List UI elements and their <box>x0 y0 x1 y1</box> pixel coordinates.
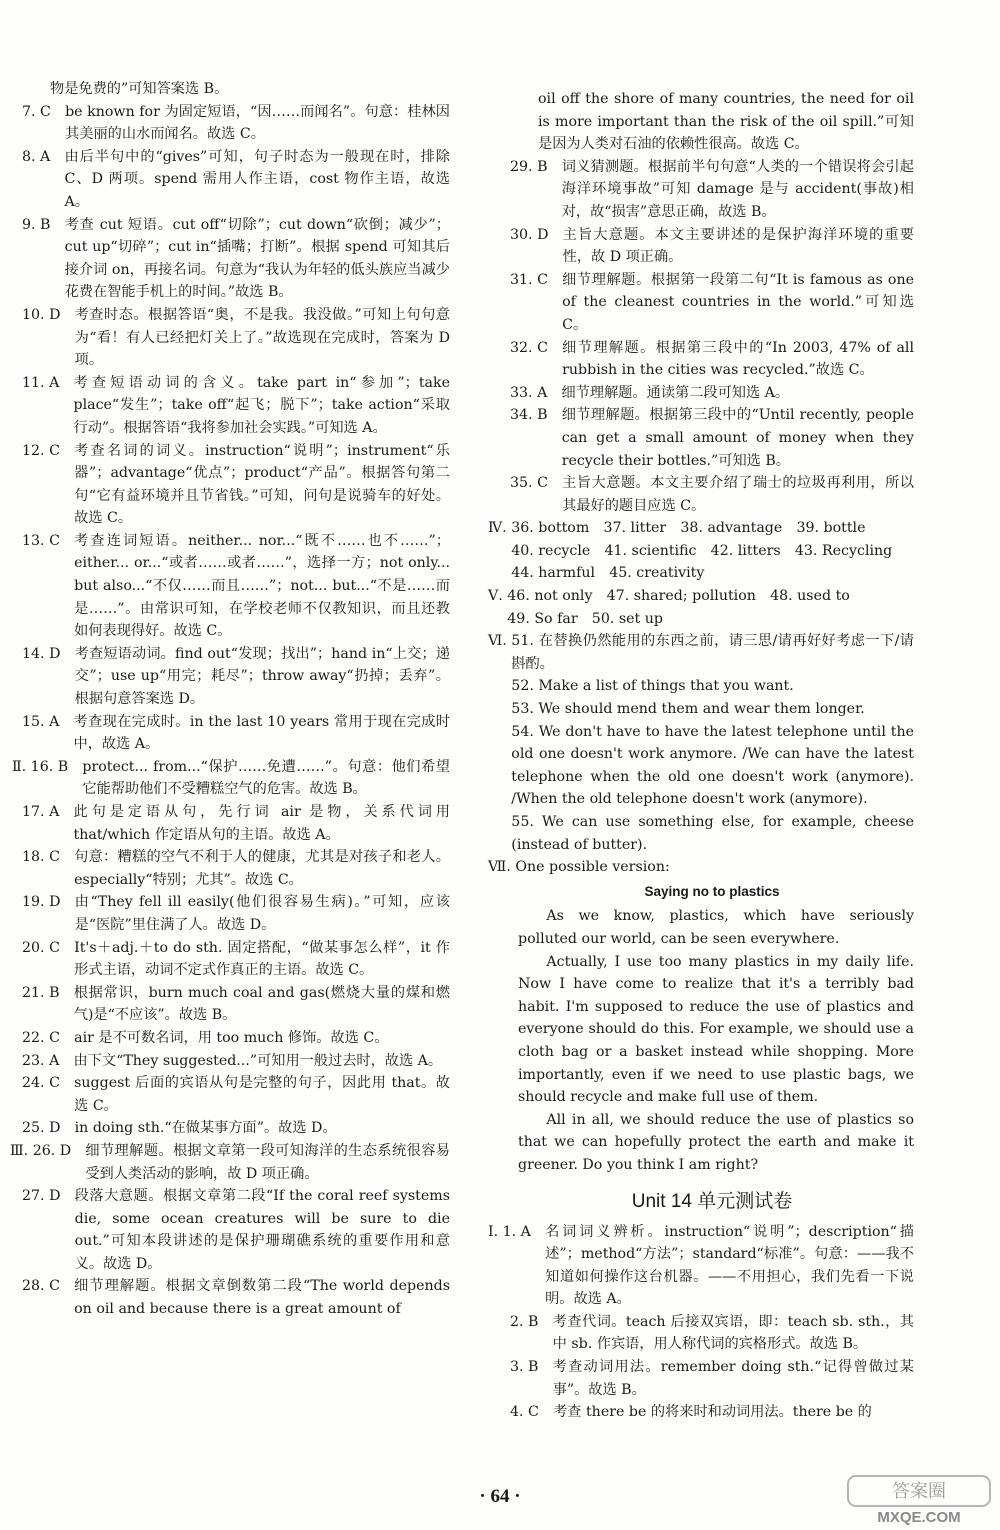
answer-text: 名词词义辨析。instruction“说明”；description“描述”；method“方法”；standard“标准”。句意：——我不知道如何操作这台机器。——不用担心，我们先看一下说明。故选 A。 <box>545 1223 914 1308</box>
answer-8 <box>22 146 450 214</box>
answer-label: 15. A <box>22 713 74 730</box>
answer-text: in doing sth.“在做某事方面”。故选 D。 <box>74 1120 337 1137</box>
answer-label: 33. A <box>510 384 562 401</box>
answer-label: 2. B <box>510 1313 553 1330</box>
answer-label: Ⅰ. 1. A <box>488 1223 546 1240</box>
answer-text: 由下文“They suggested...”可知用一般过去时，故选 A。 <box>73 1052 443 1069</box>
answer-14 <box>22 643 450 711</box>
answer-text: 考查动词用法。remember doing sth.“记得曾做过某事”。故选 B。 <box>552 1359 914 1398</box>
answer-29 <box>510 156 914 224</box>
answer-32 <box>510 337 914 382</box>
answer-text: be known for 为固定短语，“因……而闻名”。句意：桂林因其美丽的山水而闻名。故选 C。 <box>65 103 450 143</box>
answer-continuation: oil off the shore of many countries, the need for oil is more important than the risk of the oil spill.”可知是因为人类对石油的依赖性很高。故选 C。 <box>538 91 914 153</box>
answer-18 <box>22 846 450 891</box>
answer-23 <box>22 1050 450 1073</box>
answer-label: 21. B <box>22 984 74 1001</box>
answer-text: 词义猜测题。根据前半句句意“人类的一个错误将会引起海洋环境事故”可知 damage 是与 accident(事故)相对，故“损害”意思正确，故选 B。 <box>561 158 914 220</box>
answer-17 <box>22 801 450 846</box>
answer-27 <box>22 1185 450 1275</box>
answer-label: 14. D <box>22 645 75 662</box>
answer-text: 段落大意题。根据文章第二段“If the coral reef systems die, some ocean creatures will be sure to die out.”可知本段讲述的是保护珊瑚礁系统的重要作用和意义。故选 D。 <box>74 1188 450 1272</box>
answer-label: 7. C <box>22 103 66 120</box>
answer-30 <box>510 224 914 269</box>
answer-label: 28. C <box>22 1278 75 1295</box>
answer-label: 30. D <box>510 226 563 243</box>
answer-label: 8. A <box>22 148 65 165</box>
left-column <box>10 78 450 1321</box>
answer-label: Ⅱ. 16. B <box>12 758 83 775</box>
answer-label: 22. C <box>22 1029 75 1046</box>
answer-31 <box>510 269 914 337</box>
answer-28 <box>22 1275 450 1320</box>
answer-label: 24. C <box>22 1075 75 1092</box>
answer-text: 考查时态。根据答语“奥，不是我。我没做。”可知上句句意为“看！有人已经把灯关上了。”故选现在完成时，答案为 D 项。 <box>74 306 450 369</box>
section-label: Ⅴ. <box>488 588 508 605</box>
watermark-glyph: 答案圈 <box>892 1481 946 1502</box>
answer-text: 考查现在完成时。in the last 10 years 常用于现在完成时中，故选 A。 <box>73 713 450 753</box>
answer-text: air 是不可数名词，用 too much 修饰。故选 C。 <box>74 1029 389 1046</box>
answer-label: 29. B <box>510 158 562 175</box>
answer-11 <box>22 372 450 440</box>
answer-text: 考查 there be 的将来时和动词用法。there be 的 <box>553 1404 872 1421</box>
answer-label: 31. C <box>510 271 563 288</box>
answer-label: 23. A <box>22 1052 74 1069</box>
answer-label: 25. D <box>22 1120 75 1137</box>
section-vi <box>488 630 914 856</box>
answer-text: 主旨大意题。本文主要介绍了瑞士的垃圾再利用，所以其最好的题目应选 C。 <box>562 475 914 514</box>
answer-label: 17. A <box>22 804 74 820</box>
section-v <box>488 585 914 630</box>
answer-label: 9. B <box>22 216 65 233</box>
answer-label: 27. D <box>22 1188 75 1205</box>
answer-7 <box>22 101 450 146</box>
answer-line: 55. We can use something else, for example, cheese (instead of butter). <box>511 814 914 853</box>
answer-label: 13. C <box>22 532 75 549</box>
answer-12 <box>22 440 450 530</box>
answer-label: 34. B <box>510 407 562 424</box>
section-label: Ⅶ. <box>488 859 516 876</box>
answer-label: 11. A <box>22 374 74 391</box>
answer-line: 44. harmful 45. creativity <box>511 565 705 582</box>
answer-text: 考查短语动词的含义。take part in“参加”；take place“发生”；take off“起飞；脱下”；take action“采取行动”。根据答语“我将参加社会实践。”可知选 A。 <box>73 374 450 436</box>
answer-label: 3. B <box>510 1359 553 1376</box>
answer-label: 12. C <box>22 442 75 459</box>
answer-line: 54. We don't have to have the latest telephone until the old one doesn't work anymore. /We can have the latest telephone when the old one doesn't work (anymore). /When the old telephone doesn't work (anymore). <box>511 723 914 808</box>
unit-answer-4 <box>510 1401 914 1424</box>
essay-paragraph: Actually, I use too many plastics in my daily life. Now I have come to realize that it's a terribly bad habit. I'm supposed to reduce the use of plastics and everyone should do this. For example, we should use a cloth bag or a basket instead while shopping. More importantly, even if we need to use plastic bags, we should recycle and make full use of them. <box>518 953 914 1106</box>
answer-16 <box>12 756 450 801</box>
answer-text: protect... from...“保护……免遭……”。句意：他们希望它能帮助他们不受糟糕空气的危害。故选 B。 <box>82 758 450 798</box>
essay-paragraph: As we know, plastics, which have seriously polluted our world, can be seen everywhere. <box>518 908 914 947</box>
answer-text: 细节理解题。根据文章倒数第二段“The world depends on oil and because there is a great amount of <box>74 1278 450 1318</box>
answer-label: 10. D <box>22 306 75 323</box>
answer-label: 4. C <box>510 1404 554 1421</box>
answer-text: 考查连词短语。neither... nor...“既不……也不……”；either... or...“或者……或者……”，选择一方；not only... but also...“不仅……而且……”；not... but...“不是……而是……”。由常识可知，在学校老师不仅教知识，而且还教如何表现得好。故选 C。 <box>74 532 450 640</box>
unit-title: Unit 14 单元测试卷 <box>631 1190 793 1212</box>
watermark-text: MXQE.COM <box>877 1509 961 1526</box>
answer-text: 细节理解题。根据第一段第二句“It is famous as one of the cleanest countries in the world.”可知选 C。 <box>562 271 914 333</box>
answer-line: 52. Make a list of things that you want. <box>511 678 794 695</box>
answer-label: 18. C <box>22 849 75 866</box>
right-column <box>488 88 914 1424</box>
answer-text: 考查代词。teach 后接双宾语，即：teach sb. sth.，其中 sb. 作宾语，用人称代词的宾格形式。故选 B。 <box>552 1313 914 1353</box>
answer-text: 细节理解题。根据文章第一段可知海洋的生态系统很容易受到人类活动的影响，故 D 项正确。 <box>85 1142 450 1182</box>
unit-answer-2 <box>510 1311 914 1356</box>
answer-label: 35. C <box>510 475 563 492</box>
essay-paragraph: All in all, we should reduce the use of plastics so that we can hopefully protect the earth and make it greener. Do you think I am right? <box>518 1111 914 1173</box>
answer-text: It's＋adj.＋to do sth. 固定搭配，“做某事怎么样”，it 作形式主语，动词不定式作真正的主语。故选 C。 <box>74 939 450 979</box>
watermark-logo <box>844 1474 994 1526</box>
answer-label: 20. C <box>22 939 75 956</box>
answer-label: 19. D <box>22 894 75 911</box>
answer-text: 细节理解题。根据第三段中的“Until recently, people can get a small amount of money when they recycle their bottles.”可知选 B。 <box>561 407 914 469</box>
answer-21 <box>22 982 450 1027</box>
answer-13 <box>22 530 450 643</box>
answer-33 <box>510 382 914 405</box>
answer-text: 由后半句中的“gives”可知，句子时态为一般现在时，排除 C、D 两项。spend 需用人作主语，cost 物作主语，故选 A。 <box>64 148 450 210</box>
answer-26 <box>10 1140 450 1185</box>
answer-text: 句意：糟糕的空气不利于人的健康，尤其是对孩子和老人。especially“特别；尤其”。故选 C。 <box>74 849 450 888</box>
unit-answer-1 <box>488 1221 914 1311</box>
section-vii <box>488 856 914 879</box>
answer-line: 51. 在替换仍然能用的东西之前，请三思/请再好好考虑一下/请斟酌。 <box>511 633 914 672</box>
answer-line: 53. We should mend them and wear them longer. <box>511 701 865 718</box>
answer-34 <box>510 404 914 472</box>
answer-line: 46. not only 47. shared; pollution 48. used to <box>507 588 850 605</box>
answer-continuation: 物是免费的”可知答案选 B。 <box>50 81 229 97</box>
answer-10 <box>22 304 450 372</box>
answer-25 <box>22 1117 450 1140</box>
answer-35 <box>510 472 914 517</box>
answer-24 <box>22 1072 450 1117</box>
answer-text: 考查 cut 短语。cut off“切除”；cut down“砍倒；减少”；cut up“切碎”；cut in“插嘴；打断”。根据 spend 可知其后接介词 on，再接名词。句意为“我认为年轻的低头族应当减少花费在智能手机上的时间。”故选 B。 <box>64 216 450 301</box>
answer-15 <box>22 711 450 756</box>
answer-line: 36. bottom 37. litter 38. advantage 39. bottle <box>511 520 866 537</box>
answer-text: 根据常识，burn much coal and gas(燃烧大量的煤和燃气)是“不应该”。故选 B。 <box>73 984 450 1024</box>
answer-text: 细节理解题。通读第二段可知选 A。 <box>561 384 790 401</box>
answer-22 <box>22 1027 450 1050</box>
answer-text: 此句是定语从句，先行词 air 是物，关系代词用 that/which 作定语从句的主语。故选 A。 <box>73 804 450 843</box>
answer-label: Ⅲ. 26. D <box>10 1142 86 1159</box>
answer-line: 49. So far 50. set up <box>507 610 663 627</box>
answer-text: suggest 后面的宾语从句是完整的句子，因此用 that。故选 C。 <box>74 1075 450 1114</box>
section-iv <box>488 517 914 585</box>
answer-9 <box>22 214 450 304</box>
answer-text: 细节理解题。根据第三段中的“In 2003, 47% of all rubbish in the cities was recycled.”故选 C。 <box>562 339 914 379</box>
answer-text: 考查名词的词义。instruction“说明”；instrument“乐器”；advantage“优点”；product“产品”。根据答句第二句“它有益环境并且节省钱。”可知，问句是说骑车的好处。故选 C。 <box>74 442 450 527</box>
section-label: Ⅵ. <box>488 633 512 650</box>
unit-answer-3 <box>510 1356 914 1401</box>
answer-19 <box>22 891 450 936</box>
answer-text: 考查短语动词。find out“发现；找出”；hand in“上交；递交”；use up“用完；耗尽”；throw away“扔掉；丢弃”。根据句意答案选 D。 <box>74 645 450 708</box>
answer-20 <box>22 937 450 982</box>
answer-line: 40. recycle 41. scientific 42. litters 43. Recycling <box>511 542 893 559</box>
answer-label: 32. C <box>510 339 563 356</box>
section-label: Ⅳ. <box>488 520 512 537</box>
essay-intro: One possible version: <box>515 859 670 876</box>
page-number: · 64 · <box>479 1486 521 1507</box>
answer-text: 由“They fell ill easily(他们很容易生病)。”可知，应该是“医院”里住满了人。故选 D。 <box>74 894 450 933</box>
essay-title: Saying no to plastics <box>644 883 780 899</box>
answer-text: 主旨大意题。本文主要讲述的是保护海洋环境的重要性，故 D 项正确。 <box>562 226 914 266</box>
